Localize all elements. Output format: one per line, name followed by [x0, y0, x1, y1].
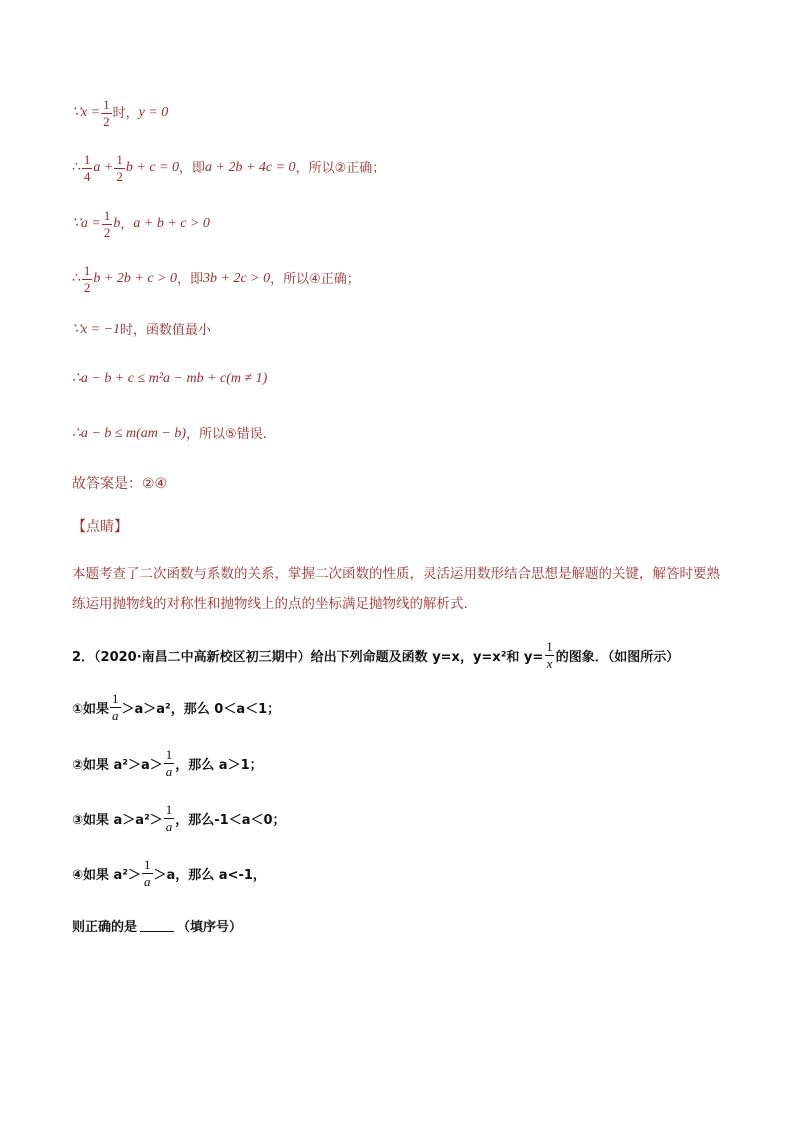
fraction-one-over-a: $\frac{1}{a}$: [165, 747, 173, 779]
solution-line-4: ∴ $\frac{1}{2}$ b + 2b + c > 0 ，即 3b + 2c > 0 ，所以④正确；: [72, 263, 360, 295]
solution-line-1: [72, 98, 168, 128]
solution-line-6: ∴a − b + c ≤ m²a − mb + c(m ≠ 1): [72, 371, 268, 386]
conclusion-correct-4: ，所以④正确；: [270, 271, 360, 287]
summary-paragraph: 本题考查了二次函数与系数的关系，掌握二次函数的性质，灵活运用数形结合思想是解题的关键，解答时要熟练运用抛物线的对称性和抛物线上的点的坐标满足抛物线的解析式.: [72, 566, 720, 612]
question-2-ask: 则正确的是 （填序号）: [72, 920, 243, 935]
proposition-3: ③如果 a＞a²＞ $\frac{1}{a}$ ，那么-1＜a＜0；: [72, 802, 286, 834]
proposition-2: ②如果 a²＞a＞ $\frac{1}{a}$ ，那么 a＞1；: [72, 747, 263, 779]
conclusion-wrong-5: ，所以⑤错误.: [186, 426, 267, 442]
fraction-one-over-x: $\frac{1}{x}$: [546, 639, 553, 671]
question-2-stem: 2．（2020·南昌二中高新校区初三期中）给出下列命题及函数 y=x，y=x²和 y= $\frac{1}{x}$ 的图象．（如图所示）: [72, 639, 680, 671]
fraction-one-over-a: $\frac{1}{a}$: [165, 802, 173, 834]
solution-line-2: ∴ $\frac{1}{4}$ a + $\frac{1}{2}$ b + c = 0 ，即 a + 2b + 4c = 0 ，所以②正确；: [72, 152, 386, 184]
fraction-one-over-a: $\frac{1}{a}$: [144, 857, 151, 889]
conclusion-correct-2: ，所以②正确；: [295, 160, 386, 176]
answer-blank[interactable]: [140, 919, 174, 932]
answer-text: 故答案是：②④: [72, 476, 168, 492]
proposition-1: ①如果 $\frac{1}{a}$ ＞a＞a²，那么 0＜a＜1；: [72, 691, 281, 723]
solution-line-7: ∴a − b ≤ m(am − b) ，所以⑤错误.: [72, 426, 267, 442]
proposition-4: ④如果 a²＞ $\frac{1}{a}$ ＞a，那么 a<-1，: [72, 857, 266, 889]
solution-line-3: ∵a = $\frac{1}{2}$ b ， a + b + c > 0: [72, 208, 210, 240]
fraction-one-over-a: $\frac{1}{a}$: [112, 691, 119, 723]
given-x: ∵x =: [72, 105, 101, 121]
fraction-one-quarter: $\frac{1}{4}$: [83, 152, 91, 184]
fraction-one-half: $\frac{1}{2}$: [116, 152, 123, 184]
fraction-one-half: $\frac{1}{2}$: [103, 97, 110, 129]
fraction-one-half: $\frac{1}{2}$: [103, 208, 111, 240]
y-value: y = 0: [138, 105, 169, 121]
solution-line-5: ∵x = −1 时，函数值最小: [72, 322, 212, 338]
dianjing-heading: 【点睛】: [72, 519, 128, 535]
answer-line: [72, 477, 167, 491]
fraction-one-half: $\frac{1}{2}$: [83, 263, 91, 295]
condition-text: 时，: [112, 105, 139, 121]
